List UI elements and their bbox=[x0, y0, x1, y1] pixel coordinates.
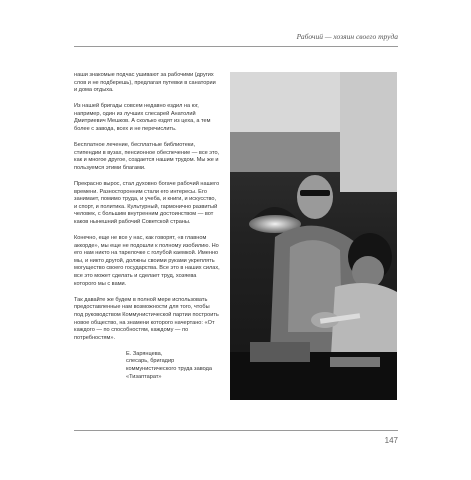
paragraph: Конечно, еще не все у нас, как говорят, «в главном аккорде», мы еще не подошли к полному изобилию. Но его нам никто на тарелочке с голубой каемкой. Именно мы, и никто другой, должны своими руками укреплять могущество своего государства. Все это в наших силах, все это может сделать и сделает труд, хозяева которого мы с вами. bbox=[74, 235, 220, 287]
article-text bbox=[74, 72, 220, 381]
header-rule bbox=[74, 46, 398, 47]
running-head: Рабочий — хозяин своего труда bbox=[296, 32, 398, 41]
author-name: Е. Зарянцева, bbox=[126, 350, 163, 357]
page-number: 147 bbox=[384, 436, 398, 445]
workshop-photo bbox=[230, 72, 397, 400]
paragraph: Бесплатное лечение, бесплатные библиотеки, стипендии в вузах, пенсионное обеспечение — все это, как и многое другое, создается нашим трудом. Мы же и пользуемся этими благами. bbox=[74, 142, 220, 171]
paragraph: Прекрасно вырос, стал духовно богаче рабочий нашего времени. Разносторонним стали его интересы. Его занимает, помимо труда, и учеба, и книги, и искусство, и спорт, и политика. Культурный, гармонично развитый человек, с большим внутренним достоинством — вот каков нынешний рабочий Советской страны. bbox=[74, 181, 220, 225]
footer-rule bbox=[74, 430, 398, 431]
paragraph: наши знакомые подчас ушивают за рабочими (других слов и не подберешь), предлагая путевки в санатории и дома отдыха. bbox=[74, 72, 216, 94]
author-title: слесарь, бригадир коммунистического труда завода «Тизаптарат» bbox=[126, 358, 212, 380]
paragraph: Из нашей бригады совсем недавно ездил на юг, например, один из лучших слесарей Анатолий Дмитриевич Мешков. А сколько ездят из цеха, а тем более с завода, всех и не перечислить. bbox=[74, 103, 211, 133]
paragraph: Так давайте же будем в полной мере использовать предоставленные нам возможности для того, чтобы под руководством Коммунистической партии построить новое общество, на знамени которого начертано: «От каждого — по способностям, каждому — по потребностям». bbox=[74, 296, 219, 341]
author-signature bbox=[126, 351, 220, 381]
